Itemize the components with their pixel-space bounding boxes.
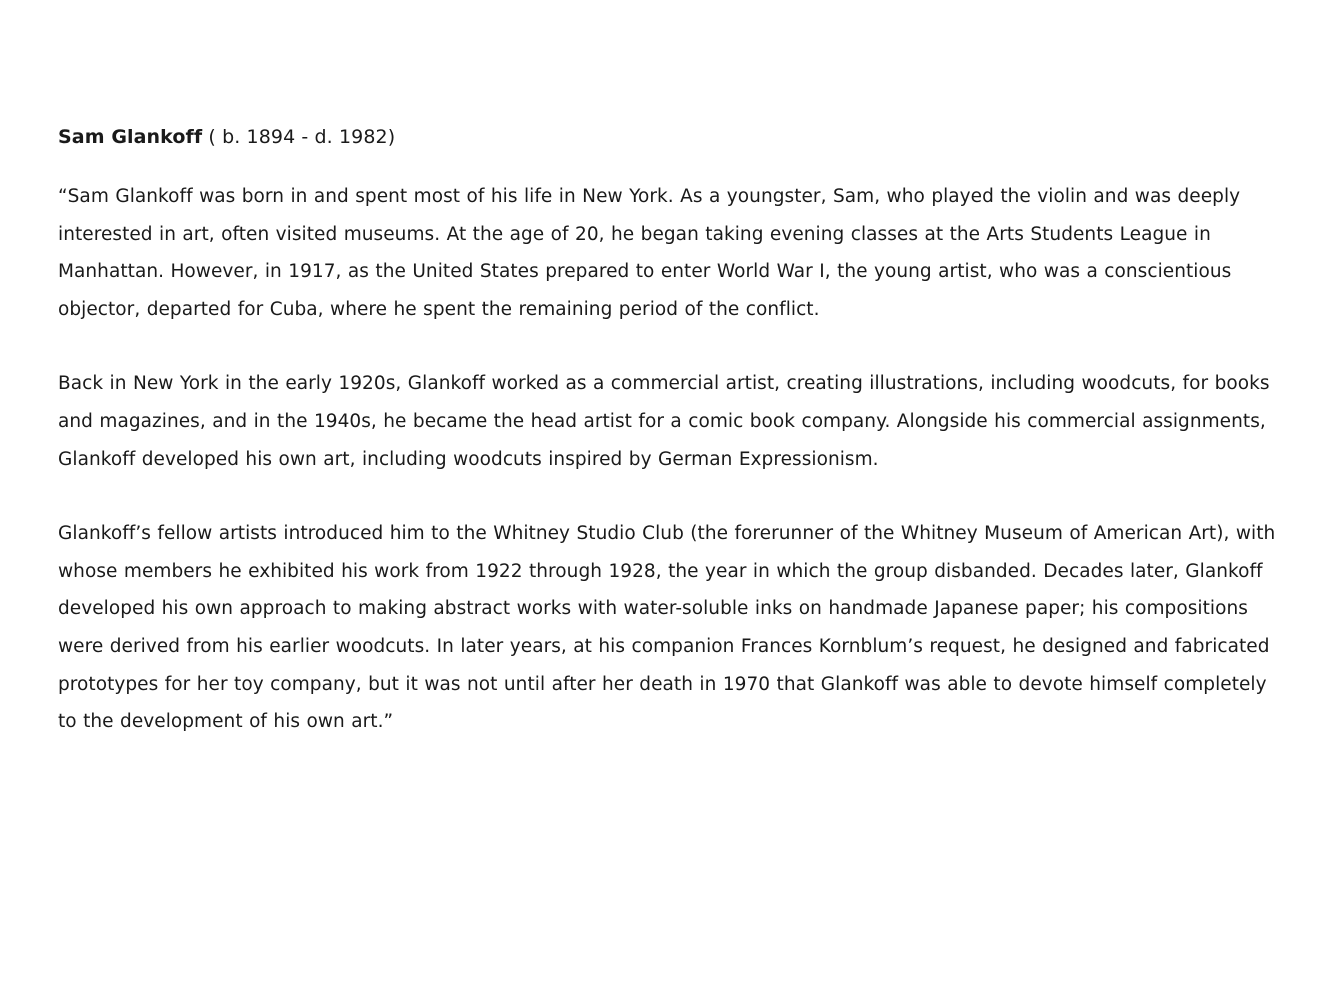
biography-paragraph-1: “Sam Glankoff was born in and spent most of his life in New York. As a youngster, Sam, who played the violin and was deeply interested in art, often visited museums. At the age of 20, he began taking evening classes at the Arts Students League in Manhattan. However, in 1917, as the United States prepared to enter World War I, the young artist, who was a conscientious objector, departed for Cuba, where he spent the remaining period of the conflict. [58, 186, 1241, 320]
biography-paragraph-3: Glankoff’s fellow artists introduced him to the Whitney Studio Club (the forerunner of the Whitney Museum of American Art), with whose members he exhibited his work from 1922 through 1928, the year in which the group disbanded. Decades later, Glankoff developed his own approach to making abstract works with water-soluble inks on handmade Japanese paper; his compositions were derived from his earlier woodcuts. In later years, at his companion Frances Kornblum’s request, he designed and fabricated prototypes for her toy company, but it was not until after her death in 1970 that Glankoff was able to devote himself completely to the development of his own art.” [58, 523, 1276, 733]
artist-name: Sam Glankoff [58, 126, 203, 148]
biography-document [58, 118, 1283, 778]
artist-dates: ( b. 1894 - d. 1982) [202, 126, 396, 148]
artist-heading [58, 118, 1283, 156]
biography-paragraph-2: Back in New York in the early 1920s, Glankoff worked as a commercial artist, creating illustrations, including woodcuts, for books and magazines, and in the 1940s, he became the head artist for a comic book company. Alongside his commercial assignments, Glankoff developed his own art, including woodcuts inspired by German Expressionism. [58, 373, 1270, 470]
